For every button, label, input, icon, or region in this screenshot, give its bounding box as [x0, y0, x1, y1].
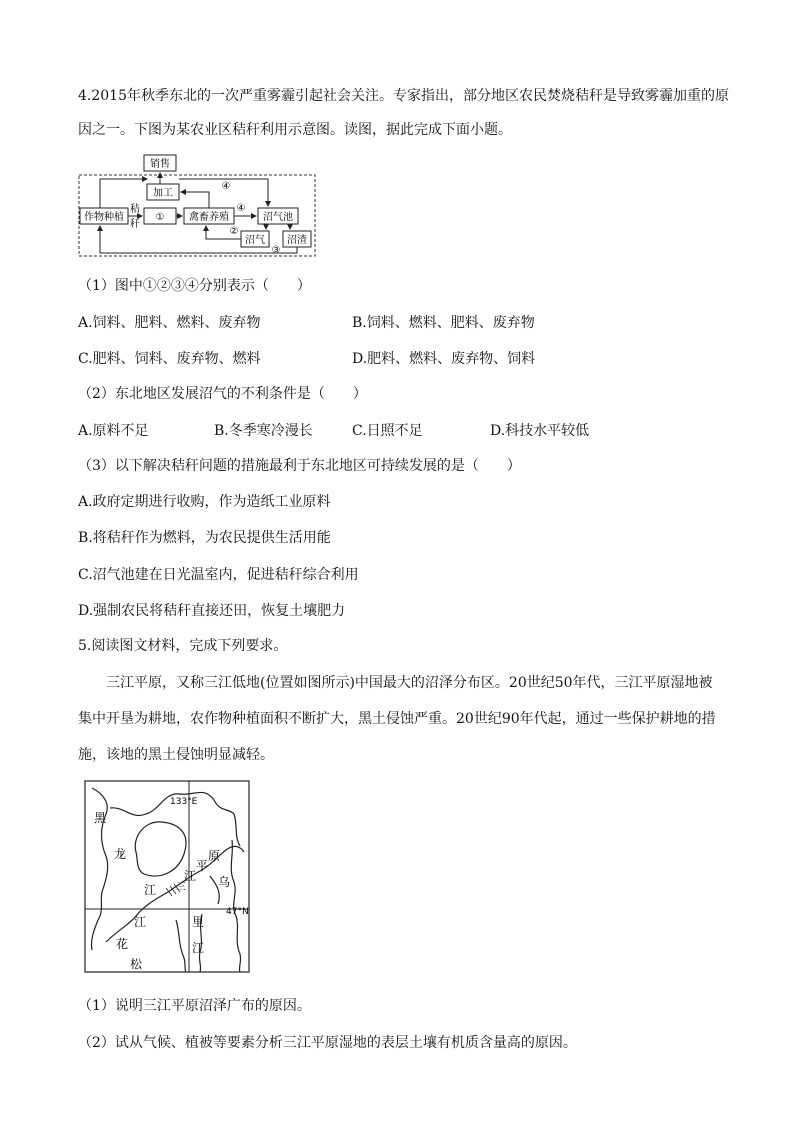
- straw-label-1: 秸: [130, 204, 140, 215]
- q4-sub1-option-b[interactable]: B.饲料、燃料、肥料、废弃物: [352, 315, 535, 331]
- straw-label-2: 秆: [130, 219, 140, 230]
- livestock-label: 禽畜养殖: [189, 212, 229, 223]
- q4-stem-line2: 因之一。下图为某农业区秸秆利用示意图。读图，据此完成下面小题。: [78, 122, 512, 138]
- num4-top-label: ④: [221, 181, 231, 192]
- sanjiang-plain-map: [84, 780, 250, 973]
- map-label-hei: 黑: [94, 811, 107, 825]
- q4-sub3-option-d[interactable]: D.强制农民将秸秆直接还田，恢复土壤肥力: [78, 603, 346, 619]
- map-label-ping: 平: [196, 859, 209, 873]
- processing-label: 加工: [153, 188, 173, 199]
- q5-paragraph-line2: 集中开垦为耕地，农作物种植面积不断扩大，黑土侵蚀严重。20世纪90年代起，通过一些保护耕地的措: [78, 711, 716, 727]
- map-label-hua: 花: [116, 937, 129, 951]
- q5-sub2: （2）试从气候、植被等要素分析三江平原湿地的表层土壤有机质含量高的原因。: [78, 1035, 577, 1051]
- map-label-yuan: 原: [208, 849, 221, 863]
- q5-paragraph-line1: 三江平原，又称三江低地(位置如图所示)中国最大的沼泽分布区。20世纪50年代，三江平原湿地被: [106, 675, 713, 691]
- num3-label: ③: [271, 245, 281, 256]
- num2-label: ②: [229, 226, 239, 237]
- lat-label: 47°N: [226, 907, 249, 917]
- q5-sub1: （1）说明三江平原沼泽广布的原因。: [78, 998, 311, 1014]
- q4-sub2-option-b[interactable]: B.冬季寒冷漫长: [214, 423, 313, 439]
- q4-sub2-option-a[interactable]: A.原料不足: [78, 423, 149, 439]
- q5-title: 5.阅读图文材料，完成下列要求。: [78, 638, 288, 654]
- q4-sub1-option-d[interactable]: D.肥料、燃料、废弃物、饲料: [352, 351, 536, 367]
- q4-sub2-option-d[interactable]: D.科技水平较低: [490, 423, 590, 439]
- q4-sub3-option-c[interactable]: C.沼气池建在日光温室内，促进秸秆综合利用: [78, 567, 359, 583]
- q4-sub1-option-a[interactable]: A.饲料、肥料、燃料、废弃物: [78, 315, 261, 331]
- residue-label: 沼渣: [287, 235, 307, 246]
- q4-sub3-question: （3）以下解决秸秆问题的措施最利于东北地区可持续发展的是（ ）: [78, 458, 521, 474]
- biogas-pool-label: 沼气池: [263, 212, 293, 223]
- map-label-jiang1: 江: [144, 883, 157, 897]
- map-label-song: 松: [130, 957, 143, 971]
- q5-paragraph-line3: 施，该地的黑土侵蚀明显减轻。: [78, 747, 274, 763]
- map-label-jiang3: 江: [192, 941, 205, 955]
- lon-label: 133°E: [170, 797, 198, 807]
- map-label-wu: 乌: [218, 875, 231, 889]
- sales-label: 销售: [150, 159, 170, 170]
- num4-mid-label: ④: [236, 203, 246, 214]
- q4-sub2-option-c[interactable]: C.日照不足: [352, 423, 423, 439]
- crop-label: 作物种植: [84, 212, 124, 223]
- biogas-label: 沼气: [245, 235, 265, 246]
- q4-stem-line1: 4.2015年秋季东北的一次严重雾霾引起社会关注。专家指出，部分地区农民焚烧秸秆是导致雾霾加重的原: [78, 88, 729, 104]
- q4-sub1-question: （1）图中①②③④分别表示（ ）: [78, 278, 311, 294]
- map-label-jiang-v: 江: [184, 869, 197, 883]
- map-label-li: 里: [192, 915, 205, 929]
- q4-sub3-option-a[interactable]: A.政府定期进行收购，作为造纸工业原料: [78, 494, 331, 510]
- straw-utilization-diagram: [78, 151, 316, 257]
- arrow-livestock-processing: [181, 192, 209, 208]
- map-label-long: 龙: [114, 847, 127, 861]
- q4-sub1-option-c[interactable]: C.肥料、饲料、废弃物、燃料: [78, 351, 261, 367]
- q4-sub2-question: （2）东北地区发展沼气的不利条件是（ ）: [78, 386, 367, 402]
- num1-label: ①: [155, 212, 165, 223]
- q4-sub3-option-b[interactable]: B.将秸秆作为燃料，为农民提供生活用能: [78, 530, 331, 546]
- map-label-san: 三: [176, 882, 186, 893]
- map-label-jiang2: 江: [134, 915, 147, 929]
